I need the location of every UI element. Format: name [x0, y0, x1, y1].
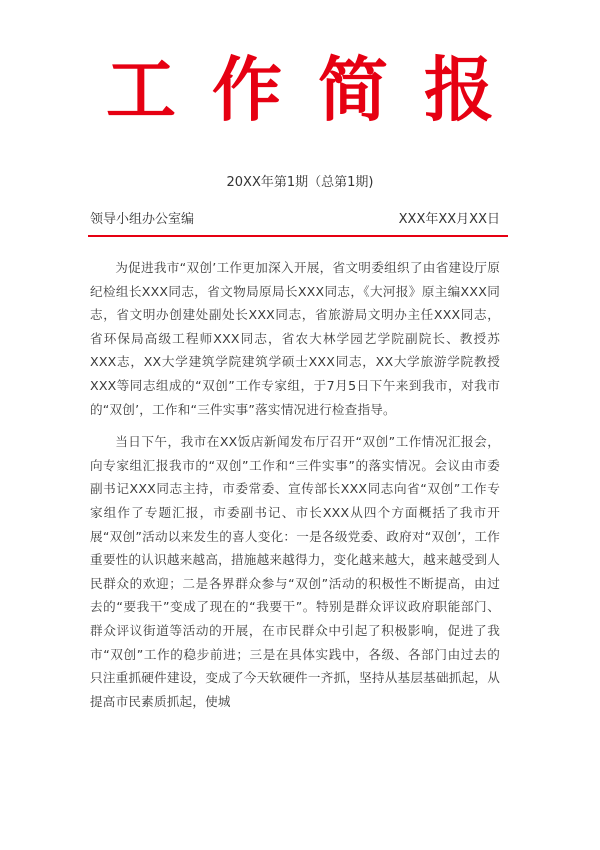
- body-text: [90, 256, 500, 722]
- paragraph: 为促进我市“双创’工作更加深入开展，省文明委组织了由省建设厅原纪检组长XXX同志，省文物局原局长XXX同志，《大河报》原主编XXX同志，省文明办创建处副处长XXX同志，省旅游局文明办主任XXX同志，省环保局高级工程师XXX同志，省农大林学园艺学院副院长、教授苏XXX志，XX大学建筑学院建筑学硕士XXX同志，XX大学旅游学院教授XXX等同志组成的“双创”工作专家组，于7月5日下午来到我市，对我市的“双创’，工作和“三件实事”落实情况进行检查指导。: [90, 260, 500, 417]
- meta-row: [90, 210, 500, 230]
- title-char: 简: [318, 49, 388, 131]
- red-divider: [88, 235, 508, 237]
- issue-number: 20XX年第1期（总第1期): [226, 175, 374, 190]
- title-char: 报: [424, 49, 494, 131]
- paragraph: 当日下午，我市在XX饭店新闻发布厅召开“双创”工作情况汇报会，向专家组汇报我市的“双创”工作和“三件实事”的落实情况。会议由市委副书记XXX同志主持，市委常委、宣传部长XXX同志向省“双创”工作专家组作了专题汇报，市委副书记、市长XXX从四个方面概括了我市开展“双创”活动以来发生的喜人变化：一是各级党委、政府对“双创’，工作重要性的认识越来越高，措施越来越得力，变化越来越大，越来越受到人民群众的欢迎；二是各界群众参与“双创”活动的积极性不断提高，由过去的“要我干”变成了现在的“我要干”。特别是群众评议政府职能部门、群众评议街道等活动的开展，在市民群众中引起了积极影响，促进了我市“双创”工作的稳步前进；三是在具体实践中，各级、各部门由过去的只注重抓硬件建设，变成了今天软硬件一齐抓，坚持从基层基础抓起，从提高市民素质抓起，使城: [90, 434, 500, 709]
- title-char: 作: [212, 49, 282, 131]
- bulletin-title: [0, 50, 600, 130]
- issue-date: XXX年XX月XX日: [398, 212, 500, 227]
- title-char: 工: [106, 49, 176, 131]
- issuer-label: 领导小组办公室编: [90, 212, 195, 227]
